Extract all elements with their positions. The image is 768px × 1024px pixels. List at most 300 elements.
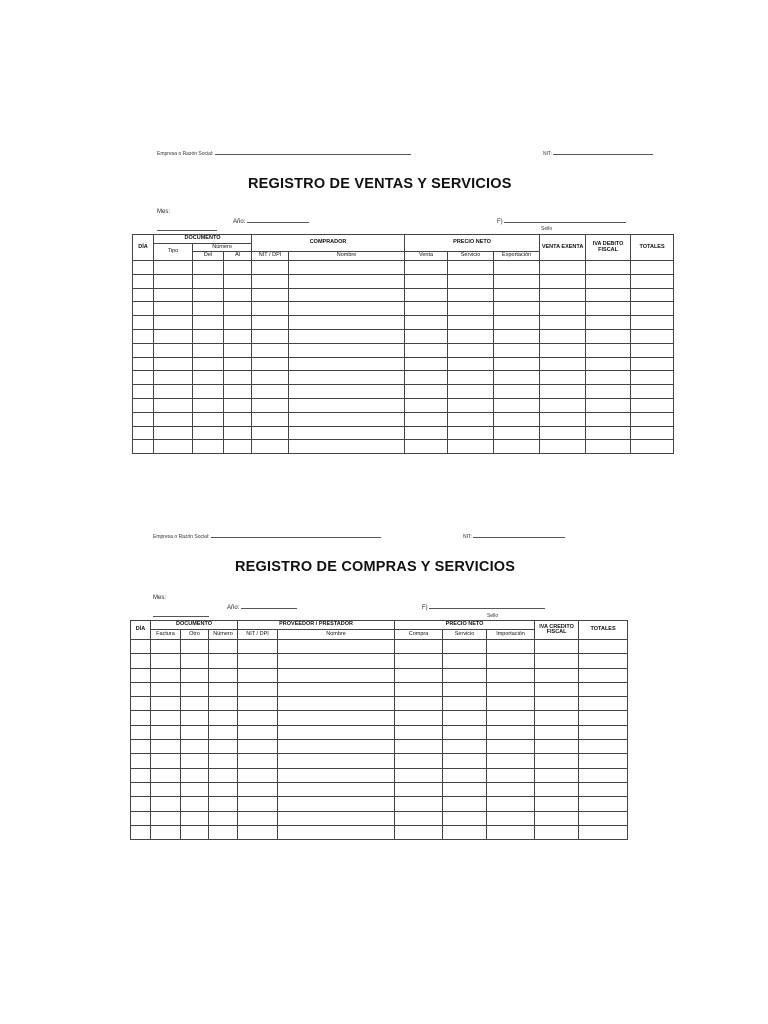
ventas-table-cell[interactable] <box>448 385 494 399</box>
ventas-table-cell[interactable] <box>540 316 586 330</box>
ventas-table-cell[interactable] <box>631 440 674 454</box>
compras-table-cell[interactable] <box>579 754 628 768</box>
compras-table-cell[interactable] <box>151 754 181 768</box>
compras-table-cell[interactable] <box>151 725 181 739</box>
ventas-table-cell[interactable] <box>133 288 154 302</box>
compras-table-cell[interactable] <box>131 782 151 796</box>
ventas-table-cell[interactable] <box>154 261 193 275</box>
compras-table-cell[interactable] <box>443 768 487 782</box>
compras-table-cell[interactable] <box>579 697 628 711</box>
compras-table-cell[interactable] <box>487 754 535 768</box>
compras-table-cell[interactable] <box>131 682 151 696</box>
compras-table-cell[interactable] <box>209 825 238 839</box>
ventas-table-cell[interactable] <box>631 274 674 288</box>
compras-table-cell[interactable] <box>535 797 579 811</box>
compras-table-cell[interactable] <box>579 711 628 725</box>
compras-table-cell[interactable] <box>238 654 278 668</box>
compras-firma-blank[interactable] <box>429 603 545 609</box>
compras-table-cell[interactable] <box>487 782 535 796</box>
compras-table-cell[interactable] <box>151 697 181 711</box>
ventas-table-cell[interactable] <box>494 357 540 371</box>
compras-table-cell[interactable] <box>181 768 209 782</box>
ventas-table-cell[interactable] <box>133 412 154 426</box>
ventas-table-cell[interactable] <box>193 329 224 343</box>
ventas-table-cell[interactable] <box>133 274 154 288</box>
ventas-firma-blank[interactable] <box>504 217 626 223</box>
ventas-table-cell[interactable] <box>494 371 540 385</box>
ventas-table-cell[interactable] <box>631 426 674 440</box>
compras-table-cell[interactable] <box>278 825 395 839</box>
compras-nit-blank[interactable] <box>473 532 565 538</box>
ventas-table-cell[interactable] <box>154 357 193 371</box>
compras-table-cell[interactable] <box>579 654 628 668</box>
ventas-table-cell[interactable] <box>540 371 586 385</box>
compras-table-cell[interactable] <box>443 825 487 839</box>
ventas-table-cell[interactable] <box>224 440 252 454</box>
ventas-table-cell[interactable] <box>193 302 224 316</box>
ventas-table-cell[interactable] <box>154 329 193 343</box>
compras-table-cell[interactable] <box>579 725 628 739</box>
compras-table-cell[interactable] <box>395 740 443 754</box>
compras-table-cell[interactable] <box>131 725 151 739</box>
ventas-table-cell[interactable] <box>289 288 405 302</box>
compras-table-cell[interactable] <box>487 697 535 711</box>
compras-table-cell[interactable] <box>278 811 395 825</box>
compras-table-cell[interactable] <box>181 811 209 825</box>
ventas-table-cell[interactable] <box>252 440 289 454</box>
ventas-table-cell[interactable] <box>133 426 154 440</box>
compras-table-cell[interactable] <box>487 811 535 825</box>
ventas-table-cell[interactable] <box>405 371 448 385</box>
ventas-table-cell[interactable] <box>224 288 252 302</box>
compras-table-cell[interactable] <box>181 668 209 682</box>
compras-table-cell[interactable] <box>181 654 209 668</box>
compras-table-cell[interactable] <box>535 825 579 839</box>
ventas-table-cell[interactable] <box>193 412 224 426</box>
compras-table-cell[interactable] <box>535 697 579 711</box>
compras-table-cell[interactable] <box>278 768 395 782</box>
ventas-table-cell[interactable] <box>154 398 193 412</box>
compras-table-cell[interactable] <box>238 640 278 654</box>
compras-table-cell[interactable] <box>209 697 238 711</box>
ventas-table-cell[interactable] <box>586 288 631 302</box>
ventas-table-cell[interactable] <box>405 274 448 288</box>
ventas-table-cell[interactable] <box>405 426 448 440</box>
compras-table-cell[interactable] <box>395 825 443 839</box>
ventas-table-cell[interactable] <box>193 357 224 371</box>
compras-table-cell[interactable] <box>487 654 535 668</box>
ventas-table-cell[interactable] <box>540 412 586 426</box>
compras-table-cell[interactable] <box>151 711 181 725</box>
ventas-table-cell[interactable] <box>631 316 674 330</box>
ventas-table-cell[interactable] <box>631 261 674 275</box>
ventas-table-cell[interactable] <box>252 426 289 440</box>
ventas-table-cell[interactable] <box>586 274 631 288</box>
ventas-table-cell[interactable] <box>586 426 631 440</box>
ventas-table-cell[interactable] <box>405 261 448 275</box>
compras-table-cell[interactable] <box>238 768 278 782</box>
ventas-table-cell[interactable] <box>289 426 405 440</box>
ventas-table-cell[interactable] <box>405 329 448 343</box>
compras-table-cell[interactable] <box>209 682 238 696</box>
compras-table-cell[interactable] <box>443 782 487 796</box>
ventas-table-cell[interactable] <box>133 329 154 343</box>
compras-table-cell[interactable] <box>535 640 579 654</box>
ventas-table-cell[interactable] <box>252 357 289 371</box>
compras-table-cell[interactable] <box>131 654 151 668</box>
compras-table-cell[interactable] <box>443 682 487 696</box>
compras-table-cell[interactable] <box>181 825 209 839</box>
ventas-table-cell[interactable] <box>494 385 540 399</box>
compras-mes-blank[interactable] <box>153 611 209 617</box>
ventas-table-cell[interactable] <box>133 302 154 316</box>
compras-table-cell[interactable] <box>151 654 181 668</box>
compras-table-cell[interactable] <box>487 768 535 782</box>
ventas-table-cell[interactable] <box>540 426 586 440</box>
ventas-table-cell[interactable] <box>448 288 494 302</box>
ventas-table-cell[interactable] <box>252 274 289 288</box>
compras-table-cell[interactable] <box>209 668 238 682</box>
compras-table-cell[interactable] <box>579 811 628 825</box>
ventas-table-cell[interactable] <box>193 261 224 275</box>
ventas-table-cell[interactable] <box>448 261 494 275</box>
compras-table-cell[interactable] <box>395 697 443 711</box>
compras-table-cell[interactable] <box>278 668 395 682</box>
compras-table-cell[interactable] <box>395 754 443 768</box>
ventas-table-cell[interactable] <box>154 412 193 426</box>
compras-anio-blank[interactable] <box>241 603 297 609</box>
ventas-table-cell[interactable] <box>494 302 540 316</box>
compras-table-cell[interactable] <box>535 668 579 682</box>
ventas-table-cell[interactable] <box>289 261 405 275</box>
ventas-table-cell[interactable] <box>252 288 289 302</box>
ventas-table-cell[interactable] <box>631 329 674 343</box>
compras-table-cell[interactable] <box>535 654 579 668</box>
compras-table-cell[interactable] <box>395 797 443 811</box>
ventas-table-cell[interactable] <box>193 398 224 412</box>
ventas-table-cell[interactable] <box>289 440 405 454</box>
compras-table-cell[interactable] <box>278 640 395 654</box>
ventas-table-cell[interactable] <box>289 343 405 357</box>
ventas-table-cell[interactable] <box>494 274 540 288</box>
ventas-table-cell[interactable] <box>494 412 540 426</box>
ventas-table-cell[interactable] <box>289 398 405 412</box>
ventas-table-cell[interactable] <box>193 316 224 330</box>
compras-table-cell[interactable] <box>151 668 181 682</box>
ventas-table-cell[interactable] <box>586 412 631 426</box>
ventas-table-cell[interactable] <box>494 440 540 454</box>
ventas-table-cell[interactable] <box>133 440 154 454</box>
ventas-table-cell[interactable] <box>224 398 252 412</box>
ventas-table-cell[interactable] <box>448 426 494 440</box>
compras-table-cell[interactable] <box>278 740 395 754</box>
compras-table-cell[interactable] <box>395 668 443 682</box>
ventas-table-cell[interactable] <box>586 440 631 454</box>
compras-table-cell[interactable] <box>395 711 443 725</box>
ventas-table-cell[interactable] <box>494 343 540 357</box>
compras-table-cell[interactable] <box>535 754 579 768</box>
compras-table-cell[interactable] <box>278 725 395 739</box>
ventas-table-cell[interactable] <box>494 398 540 412</box>
ventas-table-cell[interactable] <box>193 426 224 440</box>
ventas-table-cell[interactable] <box>494 261 540 275</box>
compras-table-cell[interactable] <box>535 811 579 825</box>
ventas-table-cell[interactable] <box>224 302 252 316</box>
ventas-table-cell[interactable] <box>540 288 586 302</box>
ventas-table-cell[interactable] <box>586 302 631 316</box>
compras-table-cell[interactable] <box>278 654 395 668</box>
ventas-table-cell[interactable] <box>586 398 631 412</box>
compras-table-cell[interactable] <box>238 740 278 754</box>
ventas-table-cell[interactable] <box>405 398 448 412</box>
ventas-table-cell[interactable] <box>540 329 586 343</box>
ventas-table-cell[interactable] <box>289 329 405 343</box>
ventas-table-cell[interactable] <box>405 288 448 302</box>
compras-table-cell[interactable] <box>579 668 628 682</box>
ventas-table-cell[interactable] <box>224 274 252 288</box>
ventas-table-cell[interactable] <box>540 343 586 357</box>
ventas-empresa-blank[interactable] <box>215 149 411 155</box>
compras-table-cell[interactable] <box>443 797 487 811</box>
ventas-table-cell[interactable] <box>631 288 674 302</box>
compras-table-cell[interactable] <box>443 754 487 768</box>
compras-table-cell[interactable] <box>535 711 579 725</box>
ventas-table-cell[interactable] <box>252 302 289 316</box>
compras-table-cell[interactable] <box>487 640 535 654</box>
compras-table-cell[interactable] <box>151 825 181 839</box>
ventas-table-cell[interactable] <box>224 343 252 357</box>
compras-table-cell[interactable] <box>238 782 278 796</box>
ventas-table-cell[interactable] <box>586 329 631 343</box>
ventas-table-cell[interactable] <box>494 329 540 343</box>
compras-table-cell[interactable] <box>238 754 278 768</box>
ventas-table-cell[interactable] <box>133 385 154 399</box>
ventas-table-cell[interactable] <box>586 343 631 357</box>
compras-table-cell[interactable] <box>209 740 238 754</box>
ventas-table-cell[interactable] <box>289 302 405 316</box>
ventas-table-cell[interactable] <box>252 412 289 426</box>
ventas-table-cell[interactable] <box>224 357 252 371</box>
compras-table-cell[interactable] <box>535 682 579 696</box>
ventas-table-cell[interactable] <box>224 316 252 330</box>
ventas-table-cell[interactable] <box>133 261 154 275</box>
ventas-table-cell[interactable] <box>252 316 289 330</box>
ventas-table-cell[interactable] <box>224 329 252 343</box>
compras-table-cell[interactable] <box>535 782 579 796</box>
compras-table-cell[interactable] <box>209 797 238 811</box>
ventas-table-cell[interactable] <box>154 426 193 440</box>
ventas-table-cell[interactable] <box>193 371 224 385</box>
compras-table-cell[interactable] <box>579 682 628 696</box>
compras-table-cell[interactable] <box>395 782 443 796</box>
ventas-mes-blank[interactable] <box>157 225 217 231</box>
compras-table-cell[interactable] <box>151 782 181 796</box>
compras-empresa-blank[interactable] <box>211 532 381 538</box>
compras-table-cell[interactable] <box>131 754 151 768</box>
ventas-table-cell[interactable] <box>448 398 494 412</box>
compras-table-cell[interactable] <box>443 668 487 682</box>
compras-table-cell[interactable] <box>209 768 238 782</box>
ventas-table-cell[interactable] <box>252 371 289 385</box>
compras-table-cell[interactable] <box>131 697 151 711</box>
ventas-table-cell[interactable] <box>154 274 193 288</box>
compras-table-cell[interactable] <box>181 711 209 725</box>
compras-table-cell[interactable] <box>238 725 278 739</box>
compras-table-cell[interactable] <box>181 697 209 711</box>
ventas-table-cell[interactable] <box>224 412 252 426</box>
compras-table-cell[interactable] <box>209 711 238 725</box>
ventas-table-cell[interactable] <box>154 371 193 385</box>
ventas-nit-blank[interactable] <box>553 149 653 155</box>
ventas-table-cell[interactable] <box>154 385 193 399</box>
ventas-table-cell[interactable] <box>448 357 494 371</box>
compras-table-cell[interactable] <box>395 682 443 696</box>
compras-table-cell[interactable] <box>395 768 443 782</box>
compras-table-cell[interactable] <box>238 797 278 811</box>
compras-table-cell[interactable] <box>181 797 209 811</box>
ventas-table-cell[interactable] <box>224 426 252 440</box>
compras-table-cell[interactable] <box>151 682 181 696</box>
ventas-table-cell[interactable] <box>448 274 494 288</box>
compras-table-cell[interactable] <box>443 654 487 668</box>
ventas-table-cell[interactable] <box>252 343 289 357</box>
ventas-table-cell[interactable] <box>133 357 154 371</box>
compras-table-cell[interactable] <box>209 754 238 768</box>
ventas-table-cell[interactable] <box>289 357 405 371</box>
ventas-table-cell[interactable] <box>586 371 631 385</box>
compras-table-cell[interactable] <box>487 825 535 839</box>
ventas-table-cell[interactable] <box>405 385 448 399</box>
ventas-table-cell[interactable] <box>586 316 631 330</box>
ventas-table-cell[interactable] <box>494 288 540 302</box>
compras-table-cell[interactable] <box>209 640 238 654</box>
ventas-table-cell[interactable] <box>586 385 631 399</box>
ventas-table-cell[interactable] <box>252 329 289 343</box>
ventas-table-cell[interactable] <box>133 371 154 385</box>
compras-table-cell[interactable] <box>151 740 181 754</box>
compras-table-cell[interactable] <box>487 711 535 725</box>
ventas-table-cell[interactable] <box>448 343 494 357</box>
ventas-table-cell[interactable] <box>540 274 586 288</box>
ventas-table-cell[interactable] <box>289 316 405 330</box>
compras-table-cell[interactable] <box>487 668 535 682</box>
compras-table-cell[interactable] <box>443 725 487 739</box>
ventas-table-cell[interactable] <box>193 288 224 302</box>
ventas-table-cell[interactable] <box>252 385 289 399</box>
compras-table-cell[interactable] <box>238 825 278 839</box>
compras-table-cell[interactable] <box>278 782 395 796</box>
compras-table-cell[interactable] <box>151 640 181 654</box>
ventas-table-cell[interactable] <box>154 343 193 357</box>
ventas-table-cell[interactable] <box>405 316 448 330</box>
ventas-table-cell[interactable] <box>448 302 494 316</box>
compras-table-cell[interactable] <box>579 740 628 754</box>
compras-table-cell[interactable] <box>131 797 151 811</box>
compras-table-cell[interactable] <box>395 654 443 668</box>
compras-table-cell[interactable] <box>181 725 209 739</box>
ventas-table-cell[interactable] <box>252 398 289 412</box>
compras-table-cell[interactable] <box>487 725 535 739</box>
compras-table-cell[interactable] <box>238 682 278 696</box>
compras-table-cell[interactable] <box>579 825 628 839</box>
ventas-table-cell[interactable] <box>193 343 224 357</box>
compras-table-cell[interactable] <box>151 768 181 782</box>
ventas-table-cell[interactable] <box>133 316 154 330</box>
ventas-table-cell[interactable] <box>540 302 586 316</box>
compras-table-cell[interactable] <box>181 682 209 696</box>
ventas-table-cell[interactable] <box>631 398 674 412</box>
ventas-table-cell[interactable] <box>631 385 674 399</box>
compras-table-cell[interactable] <box>535 740 579 754</box>
ventas-table-cell[interactable] <box>631 357 674 371</box>
compras-table-cell[interactable] <box>209 782 238 796</box>
ventas-table-cell[interactable] <box>586 357 631 371</box>
ventas-table-cell[interactable] <box>540 261 586 275</box>
ventas-table-cell[interactable] <box>631 371 674 385</box>
ventas-table-cell[interactable] <box>252 261 289 275</box>
ventas-anio-blank[interactable] <box>247 217 309 223</box>
ventas-table-cell[interactable] <box>289 412 405 426</box>
ventas-table-cell[interactable] <box>448 440 494 454</box>
compras-table-cell[interactable] <box>131 668 151 682</box>
compras-table-cell[interactable] <box>238 811 278 825</box>
ventas-table-cell[interactable] <box>448 371 494 385</box>
compras-table-cell[interactable] <box>131 768 151 782</box>
compras-table-cell[interactable] <box>131 640 151 654</box>
compras-table-cell[interactable] <box>151 797 181 811</box>
ventas-table-cell[interactable] <box>540 357 586 371</box>
compras-table-cell[interactable] <box>209 725 238 739</box>
compras-table-cell[interactable] <box>181 640 209 654</box>
compras-table-cell[interactable] <box>181 782 209 796</box>
compras-table-cell[interactable] <box>209 811 238 825</box>
compras-table-cell[interactable] <box>278 797 395 811</box>
ventas-table-cell[interactable] <box>405 357 448 371</box>
ventas-table-cell[interactable] <box>289 385 405 399</box>
ventas-table-cell[interactable] <box>540 398 586 412</box>
ventas-table-cell[interactable] <box>405 343 448 357</box>
compras-table-cell[interactable] <box>181 740 209 754</box>
compras-table-cell[interactable] <box>278 754 395 768</box>
ventas-table-cell[interactable] <box>154 440 193 454</box>
compras-table-cell[interactable] <box>181 754 209 768</box>
ventas-table-cell[interactable] <box>133 398 154 412</box>
compras-table-cell[interactable] <box>579 640 628 654</box>
ventas-table-cell[interactable] <box>154 316 193 330</box>
compras-table-cell[interactable] <box>238 668 278 682</box>
ventas-table-cell[interactable] <box>405 440 448 454</box>
compras-table-cell[interactable] <box>278 711 395 725</box>
ventas-table-cell[interactable] <box>154 288 193 302</box>
compras-table-cell[interactable] <box>238 711 278 725</box>
compras-table-cell[interactable] <box>487 740 535 754</box>
compras-table-cell[interactable] <box>131 811 151 825</box>
compras-table-cell[interactable] <box>209 654 238 668</box>
compras-table-cell[interactable] <box>151 811 181 825</box>
compras-table-cell[interactable] <box>487 682 535 696</box>
compras-table-cell[interactable] <box>443 711 487 725</box>
compras-table-cell[interactable] <box>238 697 278 711</box>
compras-table-cell[interactable] <box>131 740 151 754</box>
ventas-table-cell[interactable] <box>224 261 252 275</box>
ventas-table-cell[interactable] <box>448 316 494 330</box>
compras-table-cell[interactable] <box>443 697 487 711</box>
ventas-table-cell[interactable] <box>289 371 405 385</box>
ventas-table-cell[interactable] <box>448 329 494 343</box>
ventas-table-cell[interactable] <box>405 412 448 426</box>
compras-table-cell[interactable] <box>278 682 395 696</box>
ventas-table-cell[interactable] <box>540 440 586 454</box>
